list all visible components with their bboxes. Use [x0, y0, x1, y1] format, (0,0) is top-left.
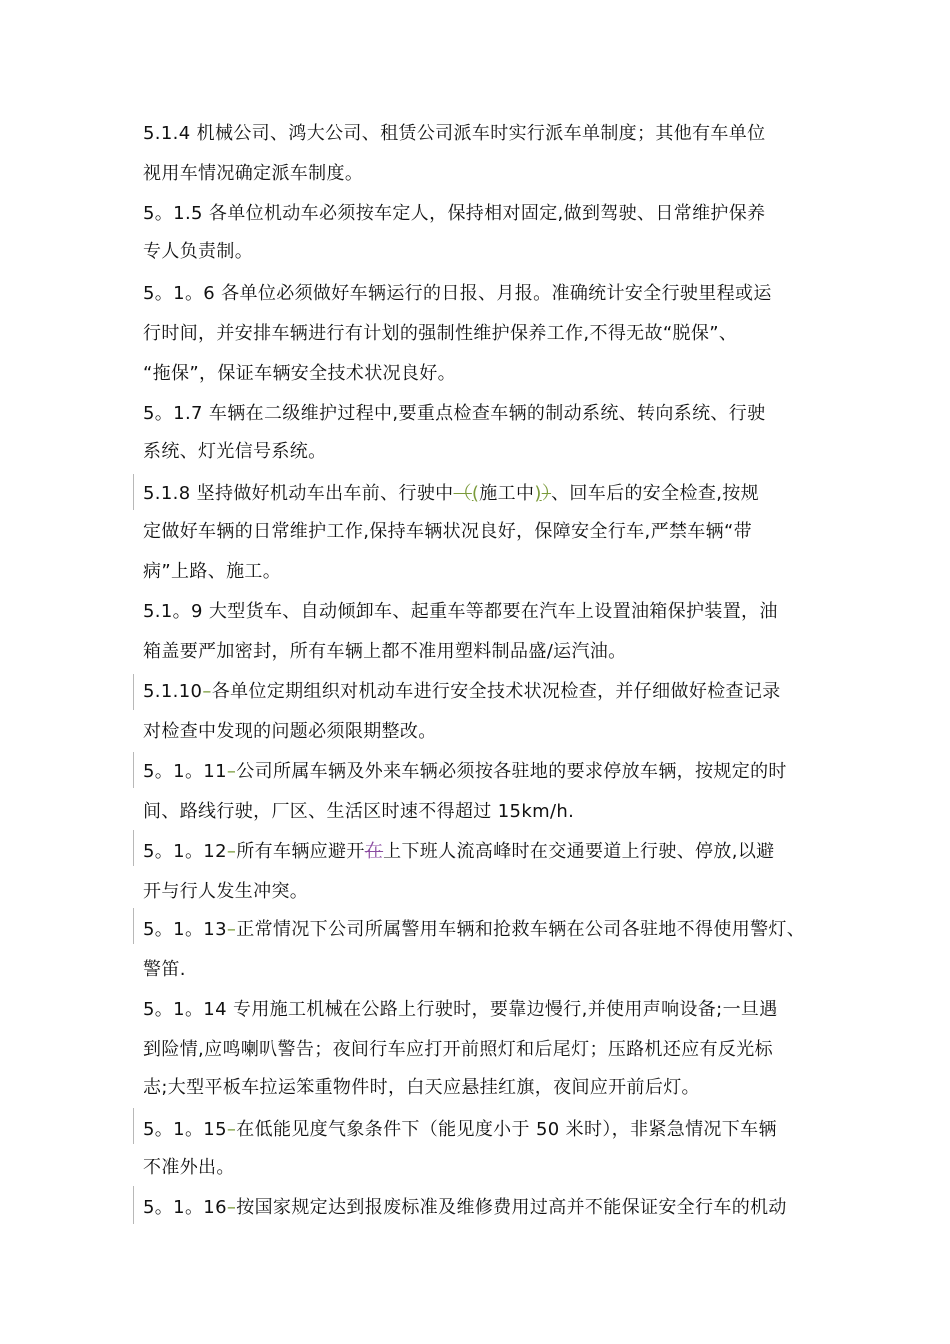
revision-bar — [133, 1186, 134, 1224]
text-line-tracked — [143, 760, 787, 784]
deleted-text: ） — [541, 483, 552, 504]
text-line: 5.1.4 机械公司、鸿大公司、租赁公司派车时实行派车单制度；其他有车单位 — [143, 123, 766, 144]
text-line-tracked — [143, 840, 775, 864]
revision-bar — [133, 474, 134, 510]
text-run: 各单位定期组织对机动车进行安全技术状况检查，并仔细做好检查记录 — [211, 681, 781, 702]
text-line: 开与行人发生冲突。 — [143, 881, 309, 902]
text-line: 行时间，并安排车辆进行有计划的强制性维护保养工作,不得无故“脱保”、 — [143, 323, 738, 344]
text-line: 对检查中发现的问题必须限期整改。 — [143, 721, 437, 742]
text-line: 5.1。9 大型货车、自动倾卸车、起重车等都要在汽车上设置油箱保护装置，油 — [143, 601, 778, 622]
clause-number: 5。1。11 — [143, 761, 227, 782]
clause-number: 5。1。16 — [143, 1197, 227, 1218]
inserted-text: – — [226, 919, 237, 940]
revision-bar — [133, 1108, 134, 1144]
inserted-text: ( — [471, 483, 480, 504]
text-run: 上下班人流高峰时在交通要道上行驶、停放,以避 — [383, 841, 775, 862]
text-run: 所有车辆应避开 — [236, 841, 365, 862]
text-line-tracked — [143, 1118, 777, 1142]
text-line: 专人负责制。 — [143, 241, 254, 262]
inserted-text: – — [226, 841, 237, 862]
text-run: 公司所属车辆及外来车辆必须按各驻地的要求停放车辆，按规定的时 — [236, 761, 787, 782]
text-line: 5。1。14 专用施工机械在公路上行驶时，要靠边慢行,并使用声响设备;一旦遇 — [143, 999, 778, 1020]
text-run: 5.1.8 坚持做好机动车出车前、行驶中 — [143, 483, 454, 504]
clause-number: 5。1。15 — [143, 1119, 227, 1140]
text-line: 间、路线行驶，厂区、生活区时速不得超过 15km/h. — [143, 801, 575, 822]
deleted-text: （ — [453, 483, 472, 504]
inserted-text: – — [226, 1197, 237, 1218]
text-line-tracked — [143, 680, 781, 704]
inserted-text: – — [226, 1119, 237, 1140]
text-line: 志;大型平板车拉运笨重物件时，白天应悬挂红旗，夜间应开前后灯。 — [143, 1077, 700, 1098]
text-line: 视用车情况确定派车制度。 — [143, 163, 364, 184]
text-run: 施工中 — [479, 483, 535, 504]
revision-bar — [133, 830, 134, 866]
text-line: 系统、灯光信号系统。 — [143, 441, 327, 462]
clause-number: 5.1.10 — [143, 681, 203, 702]
deleted-text: 在 — [364, 841, 384, 862]
text-line: 5。1。6 各单位必须做好车辆运行的日报、月报。准确统计安全行驶里程或运 — [143, 283, 772, 304]
text-line: 箱盖要严加密封，所有车辆上都不准用塑料制品盛/运汽油。 — [143, 641, 627, 662]
text-run: 正常情况下公司所属警用车辆和抢救车辆在公司各驻地不得使用警灯、 — [236, 919, 806, 940]
text-line-tracked — [143, 1196, 787, 1220]
text-line: 5。1.7 车辆在二级维护过程中,要重点检查车辆的制动系统、转向系统、行驶 — [143, 403, 766, 424]
text-line: 定做好车辆的日常维护工作,保持车辆状况良好，保障安全行车,严禁车辆“带 — [143, 521, 753, 542]
revision-bar — [133, 908, 134, 944]
clause-number: 5。1。12 — [143, 841, 227, 862]
text-line: 5。1.5 各单位机动车必须按车定人，保持相对固定,做到驾驶、日常维护保养 — [143, 203, 766, 224]
inserted-text: – — [202, 681, 212, 702]
revision-bar — [133, 674, 134, 710]
clause-number: 5。1。13 — [143, 919, 227, 940]
inserted-text: – — [226, 761, 237, 782]
text-line-tracked — [143, 918, 805, 942]
text-line: “拖保”，保证车辆安全技术状况良好。 — [143, 363, 456, 384]
inserted-text: ) — [534, 483, 542, 504]
text-line: 不准外出。 — [143, 1157, 235, 1178]
text-run: 、回车后的安全检查,按规 — [551, 483, 759, 504]
text-run: 在低能见度气象条件下（能见度小于 50 米时），非紧急情况下车辆 — [236, 1119, 777, 1140]
text-line: 到险情,应鸣喇叭警告；夜间行车应打开前照灯和后尾灯；压路机还应有反光标 — [143, 1039, 773, 1060]
text-run: 按国家规定达到报废标准及维修费用过高并不能保证安全行车的机动 — [236, 1197, 787, 1218]
revision-bar — [133, 752, 134, 788]
text-line-tracked — [143, 482, 759, 506]
text-line: 警笛. — [143, 959, 186, 980]
text-line: 病”上路、施工。 — [143, 561, 282, 582]
